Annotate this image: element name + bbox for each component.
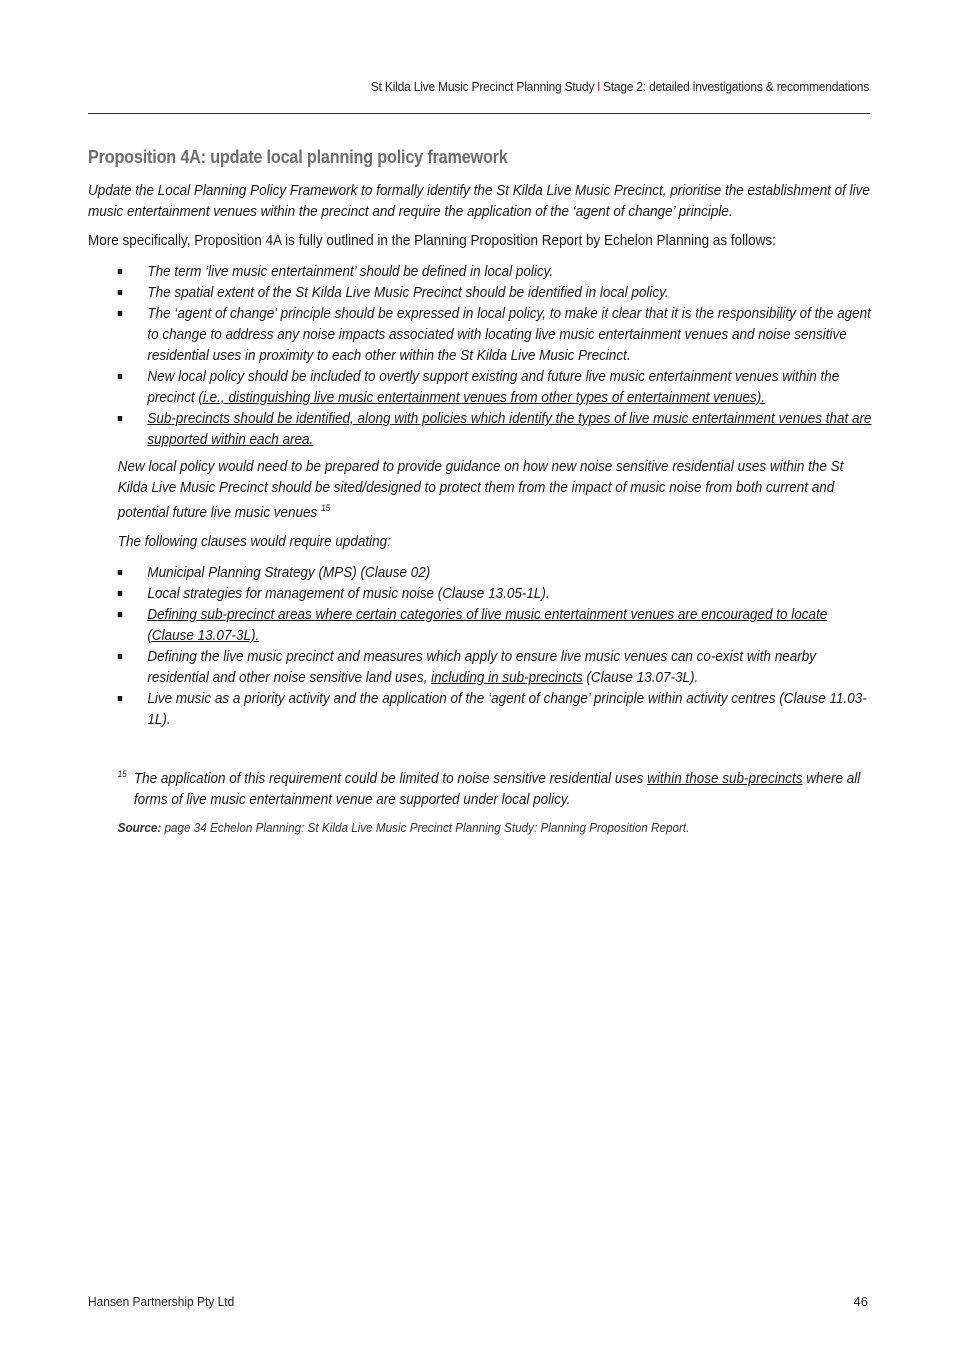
list-item: The spatial extent of the St Kilda Live Music Precinct should be identified in local policy. (118, 282, 872, 303)
footer-company: Hansen Partnership Pty Ltd (88, 1294, 235, 1309)
list-item: Municipal Planning Strategy (MPS) (Clause 02) (118, 562, 872, 583)
source-label: Source: (117, 820, 162, 835)
bullet-icon (118, 612, 123, 617)
clauses-bullet-list (88, 562, 872, 730)
page-number: 46 (853, 1294, 868, 1309)
header-separator: I (597, 79, 601, 94)
bullet-icon (118, 290, 123, 295)
list-item: Local strategies for management of music noise (Clause 13.05-1L). (118, 583, 872, 604)
bullet-icon (118, 570, 123, 575)
proposition-bullet-list (88, 261, 872, 450)
list-item: The term ‘live music entertainment’ should be defined in local policy. (118, 261, 872, 282)
bullet-icon (118, 591, 123, 596)
bullet-icon (118, 696, 123, 701)
list-item: Defining the live music precinct and measures which apply to ensure live music venues can co-exist with nearby residential and other noise sensitive land uses, including in sub-precincts (Clause 13.07-3L). (118, 646, 872, 688)
bullet-icon (118, 374, 123, 379)
lead-paragraph: Update the Local Planning Policy Framework to formally identify the St Kilda Live Music Precinct, prioritise the establishment of live music entertainment venues within the precinct and require the application of the ‘agent of change’ principle. (88, 182, 870, 220)
source-note: Source: page 34 Echelon Planning: St Kilda Live Music Precinct Planning Study: Planning Proposition Report. (117, 820, 690, 835)
bullet-icon (118, 269, 123, 274)
policy-paragraph: New local policy would need to be prepared to provide guidance on how new noise sensitive residential uses within the St Kilda Live Music Precinct should be sited/designed to protect them from the impact of music noise from both current and potential future live music venues $^{15}$ (117, 458, 844, 521)
clauses-paragraph: The following clauses would require updating: (117, 533, 391, 550)
bullet-icon (118, 311, 123, 316)
main-content (88, 147, 872, 835)
header-study-title: St Kilda Live Music Precinct Planning Study (370, 79, 595, 94)
list-item: The ‘agent of change' principle should be expressed in local policy, to make it clear that it is the responsibility of the agent to change to address any noise impacts associated with locating live music entertainment venues and noise sensitive residential uses in proximity to each other within the St Kilda Live Music Precinct. (118, 303, 872, 366)
footnote: 15 The application of this requirement could be limited to noise sensitive residential uses within those sub-precincts where all forms of live music entertainment venue are supported under local policy. (118, 768, 872, 810)
header-rule (88, 113, 870, 114)
list-item: New local policy should be included to overtly support existing and future live music entertainment venues within the precinct (i.e., distinguishing live music entertainment venues from other types of entertainment venues). (118, 366, 872, 408)
header-stage: Stage 2: detailed investigations & recommendations (602, 79, 869, 94)
list-item: Defining sub-precinct areas where certain categories of live music entertainment venues are encouraged to locate (Clause 13.07-3L). (118, 604, 872, 646)
page-title: Proposition 4A: update local planning policy framework (88, 147, 508, 167)
footnote-reference: 15 (321, 503, 331, 513)
bullet-icon (118, 654, 123, 659)
list-item: Sub-precincts should be identified, along with policies which identify the types of live music entertainment venues that are supported within each area. (118, 408, 872, 450)
intro-paragraph: More specifically, Proposition 4A is fully outlined in the Planning Proposition Report by Echelon Planning as follows: (88, 232, 776, 249)
footnote-number: 15 (117, 769, 127, 779)
running-header (150, 79, 869, 94)
bullet-icon (118, 416, 123, 421)
list-item: Live music as a priority activity and the application of the ‘agent of change’ principle within activity centres (Clause 11.03-1L). (118, 688, 872, 730)
